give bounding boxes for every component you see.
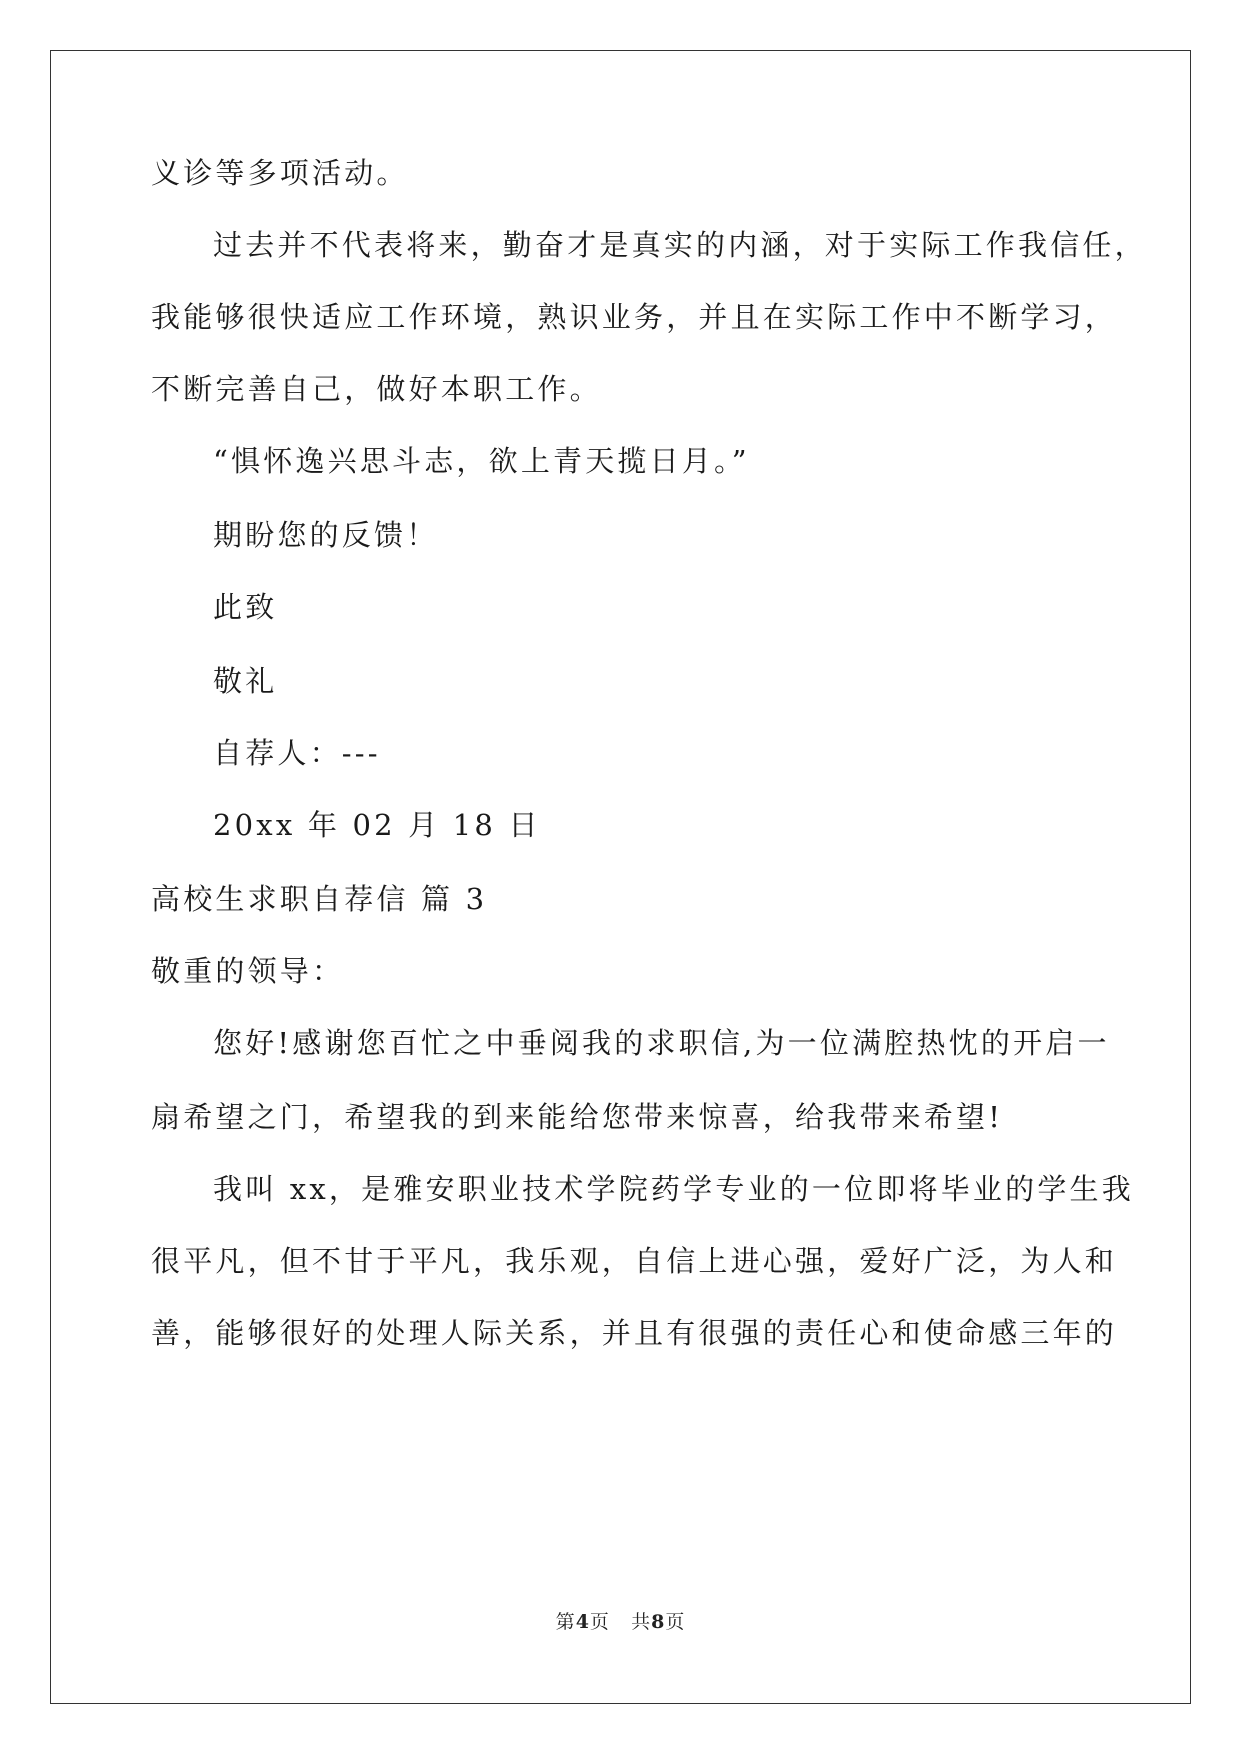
- salutation-jing-li: 敬礼: [213, 664, 278, 698]
- footer-total-suffix: 页: [665, 1611, 686, 1633]
- footer-page-number: 4: [575, 1611, 590, 1633]
- salutation-ci-zhi: 此致: [213, 590, 278, 624]
- closing-line: 期盼您的反馈！: [213, 518, 439, 552]
- body-line-3: 我能够很快适应工作环境，熟识业务，并且在实际工作中不断学习，: [151, 300, 1118, 334]
- body-line-15: 我叫 xx，是雅安职业技术学院药学专业的一位即将毕业的学生我: [213, 1172, 1134, 1206]
- body-line-17: 善，能够很好的处理人际关系，并且有很强的责任心和使命感三年的: [151, 1316, 1118, 1350]
- body-line-13: 您好!感谢您百忙之中垂阅我的求职信,为一位满腔热忱的开启一: [213, 1026, 1110, 1060]
- body-line-14: 扇希望之门，希望我的到来能给您带来惊喜，给我带来希望!: [151, 1100, 1004, 1134]
- footer-page-suffix: 页: [589, 1611, 610, 1633]
- greeting-line: 敬重的领导：: [151, 954, 345, 988]
- date-line: 20xx 年 02 月 18 日: [213, 808, 541, 842]
- body-line-1: 义诊等多项活动。: [151, 156, 409, 190]
- page-footer: [0, 1607, 1241, 1634]
- footer-total-pages: 8: [651, 1611, 666, 1633]
- quote-line: “惧怀逸兴思斗志，欲上青天揽日月。”: [213, 444, 750, 478]
- section-heading: 高校生求职自荐信 篇 3: [151, 882, 488, 916]
- body-line-4: 不断完善自己，做好本职工作。: [151, 372, 602, 406]
- body-line-16: 很平凡，但不甘于平凡，我乐观，自信上进心强，爱好广泛，为人和: [151, 1244, 1118, 1278]
- footer-page-prefix: 第: [555, 1611, 576, 1633]
- signature-line: 自荐人：---: [213, 736, 381, 770]
- body-line-2: 过去并不代表将来，勤奋才是真实的内涵，对于实际工作我信任，: [213, 228, 1147, 262]
- footer-total-prefix: 共: [631, 1611, 652, 1633]
